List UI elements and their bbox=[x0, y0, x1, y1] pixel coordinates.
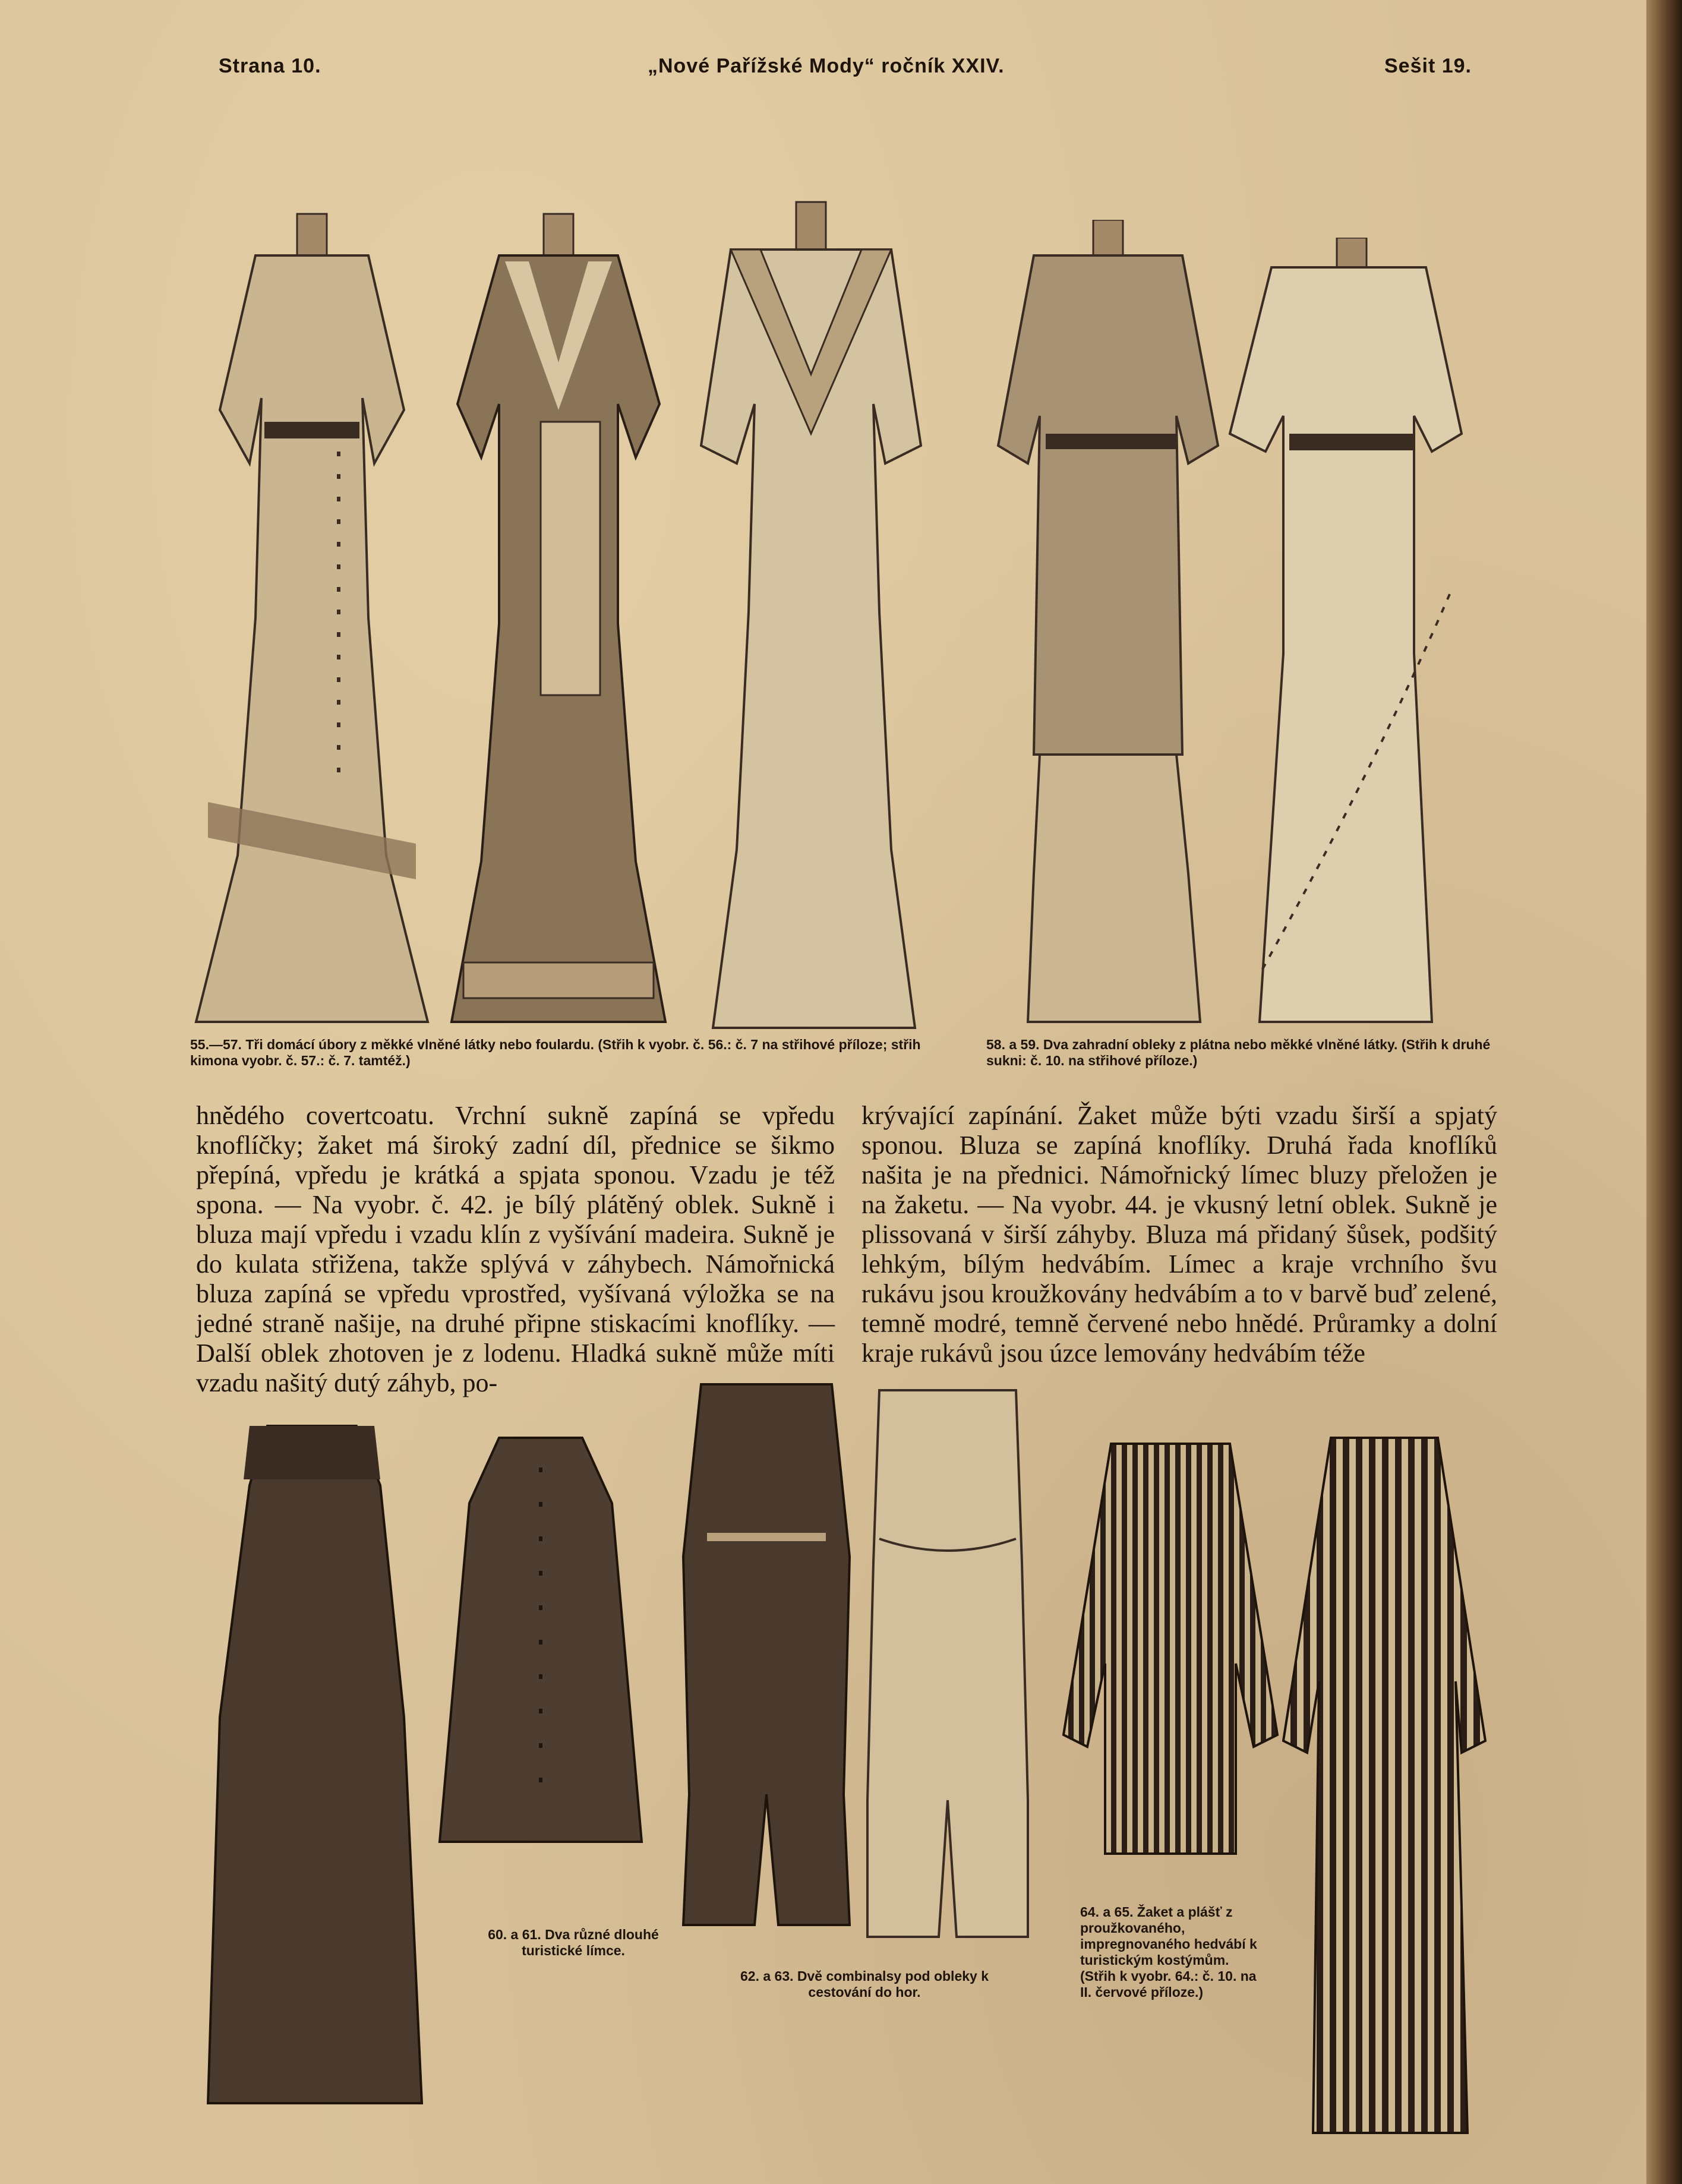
caption-62-63: 62. a 63. Dvě combinalsy pod obleky k cestování do hor. bbox=[740, 1968, 989, 2000]
caption-55-57: 55.—57. Tři domácí úbory z měkké vlněné látky nebo foulardu. (Střih k vyobr. č. 56.: č. 7 na střihové příloze; střih kimona vyobr. č. 57.: č. 7. tamtéž.) bbox=[190, 1037, 921, 1068]
body-text-left bbox=[196, 1101, 835, 1398]
illustration-garden-suit-59 bbox=[1224, 238, 1473, 1034]
illustration-cape-60 bbox=[202, 1420, 428, 2121]
illustration-coat-65 bbox=[1277, 1432, 1491, 2145]
body-paragraph-left: hnědého covertcoatu. Vrchní sukně zapíná se vpředu knoflíčky; žaket má široký zadní díl, přednice se šikmo přepíná, vpředu je krátká a spjata sponou. Vzadu je též spona. — Na vyobr. č. 42. je bílý plátěný oblek. Sukně i bluza mají vpředu i vzadu klín z vyšívání madeira. Sukně je do kulata střižena, takže splývá v záhybech. Námořnická bluza zapíná se vpředu vprostřed, vyšívaná výložka se na jedné straně našije, na druhé připne stiskacími knoflíky. — Další oblek zhotoven je z lodenu. Hladká sukně může míti vzadu našitý dutý záhyb, po- bbox=[196, 1101, 835, 1397]
caption-60-61: 60. a 61. Dva různé dlouhé turistické límce. bbox=[488, 1927, 659, 1958]
page-edge bbox=[1646, 0, 1682, 2184]
illustration-combination-62 bbox=[671, 1378, 861, 1943]
page-number: Strana 10. bbox=[219, 55, 321, 77]
body-text-right bbox=[861, 1101, 1497, 1368]
caption-58-59: 58. a 59. Dva zahradní obleky z plátna nebo měkké vlněné látky. (Střih k druhé sukni: č. 10. na střihové příloze.) bbox=[986, 1037, 1491, 1068]
caption-64-65: 64. a 65. Žaket a plášť z proužkovaného, impregnovaného hedvábí k turistickým kostýmům. (Střih k vyobr. 64.: č. 10. na II. červové příloze.) bbox=[1080, 1904, 1257, 2000]
illustration-cape-61 bbox=[434, 1432, 648, 1848]
magazine-title: „Nové Pařížské Mody“ ročník XXIV. bbox=[648, 55, 1005, 77]
illustration-garden-suit-58 bbox=[992, 220, 1224, 1034]
illustration-jacket-64 bbox=[1058, 1438, 1283, 1866]
illustration-dress-55 bbox=[190, 202, 434, 1034]
illustration-kimono-57 bbox=[695, 196, 927, 1040]
issue-number: Sešit 19. bbox=[1384, 55, 1472, 77]
body-paragraph-right: krývající zapínání. Žaket může býti vzadu širší a spjatý sponou. Bluza se zapíná knoflíky. Druhá řada knoflíků našita je na přednici. Námořnický límec bluzy přeložen je na žaketu. — Na vyobr. 44. je vkusný letní oblek. Sukně je plissovaná v širší záhyby. Bluza má přidaný šůsek, podšitý lehkým, bílým hedvábím. Límec a kraje vrchního švu rukávu jsou kroužkovány hedvábím a to v barvě buď zelené, temně modré, temně červené nebo hnědé. Průramky a dolní kraje rukávů jsou úzce lemovány hedvábím téže bbox=[861, 1101, 1497, 1368]
illustration-combination-63 bbox=[856, 1384, 1040, 1949]
illustration-dress-56 bbox=[440, 208, 677, 1034]
